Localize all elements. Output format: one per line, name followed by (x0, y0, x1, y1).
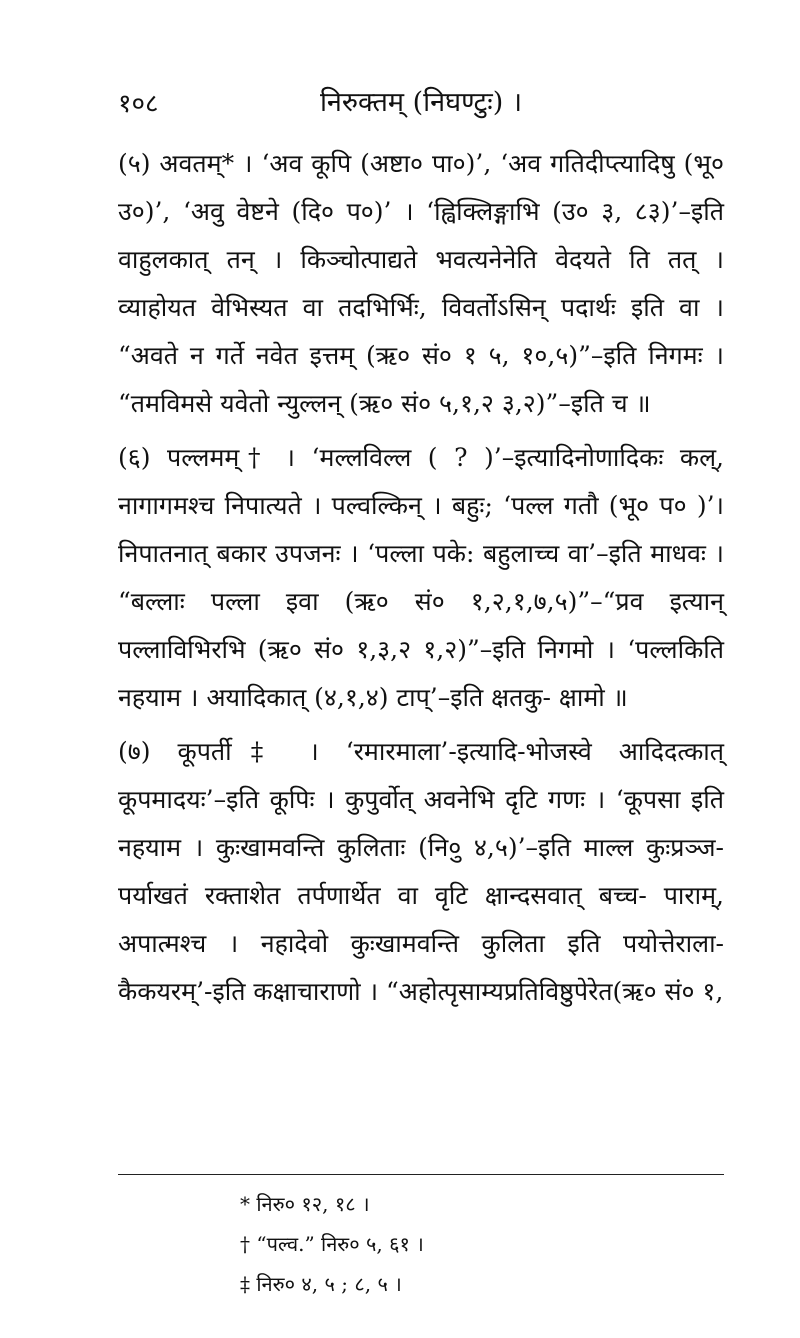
footnotes (240, 1184, 720, 1304)
page-header (118, 78, 724, 128)
paragraph-7: (७) कूपर्ती‡ । ‘रमारमाला’-इत्यादि-भोजस्वे आदिदत्कात् कूपमादयः’–इति कूपिः । कुपुर्वोत् अवनेभि दृटि गणः । ‘कूपसा इति नहयाम । कुःखामवन्ति कुलिताः (नि०ु ४,५)’–इति माल्ल कुःप्रञ्ज-पर्याखतं रक्ताशेत तर्पणार्थेत वा वृटि क्षान्दसवात् बच्च- पाराम्, अपात्मश्च । नहादेवो कुःखामवन्ति कुलिता इति पयोत्तेराला- कैकयरम्’-इति कक्षाचाराणो । “अहोत्पृसाम्यप्रतिविष्ठुपेरेत(ऋ० सं० १, (118, 737, 724, 1006)
paragraph-6: (६) पल्लमम्† । ‘मल्लविल्ल ( ? )’–इत्यादिनोणादिकः कल्, नागागमश्च निपात्यते । पल्वल्किन् । बहुः; ‘पल्ल गतौ (भू० प० )’। निपातनात् बकार उपजनः । ‘पल्ला पके: बहुलाच्च वा’–इति माधवः । “बल्लाः पल्ला इवा (ऋ० सं० १,२,१,७,५)”–“प्रव इत्यान् पल्लाविभिरभि (ऋ० सं० १,३,२ १,२)”–इति निगमो । ‘पल्लकिति नहयाम । अयादिकात् (४,१,४) टाप्’–इति क्षतकु- क्षामो ॥ (118, 443, 724, 712)
footnote-item: * निरु० १२, १८ । (240, 1192, 370, 1216)
footnote-item: ‡ निरु० ४, ५ ; ८, ५ । (240, 1272, 402, 1296)
page-number: १०८ (118, 89, 159, 119)
body-text (118, 140, 724, 1022)
footnote-divider (118, 1174, 724, 1175)
running-title: निरुक्तम् (निघण्टुः) । (319, 87, 523, 118)
paragraph-5: (५) अवतम्* । ‘अव कूपि (अष्टा० पा०)’, ‘अव गतिदीप्त्यादिषु (भू० उ०)’, ‘अवु वेष्टने (दि० प०)’ । ‘ह्विक्लिङ्गाभि (उ० ३, ८३)’–इति वाहुलकात् तन् । किञ्चोत्पाद्यते भवत्यनेनेति वेदयते ति तत् । व्याहोयत वेभिस्यत वा तदभिर्भिः, विवर्तोऽसिन् पदार्थः इति वा । “अवते न गर्ते नवेत इत्तम् (ऋ० सं० १ ५, १०,५)”–इति निगमः । “तमविमसे यवेतो न्युल्लन् (ऋ० सं० ५,१,२ ३,२)”–इति च ॥ (118, 149, 724, 418)
footnote-item: † “पल्व.” निरु० ५, ६१ । (240, 1232, 424, 1256)
